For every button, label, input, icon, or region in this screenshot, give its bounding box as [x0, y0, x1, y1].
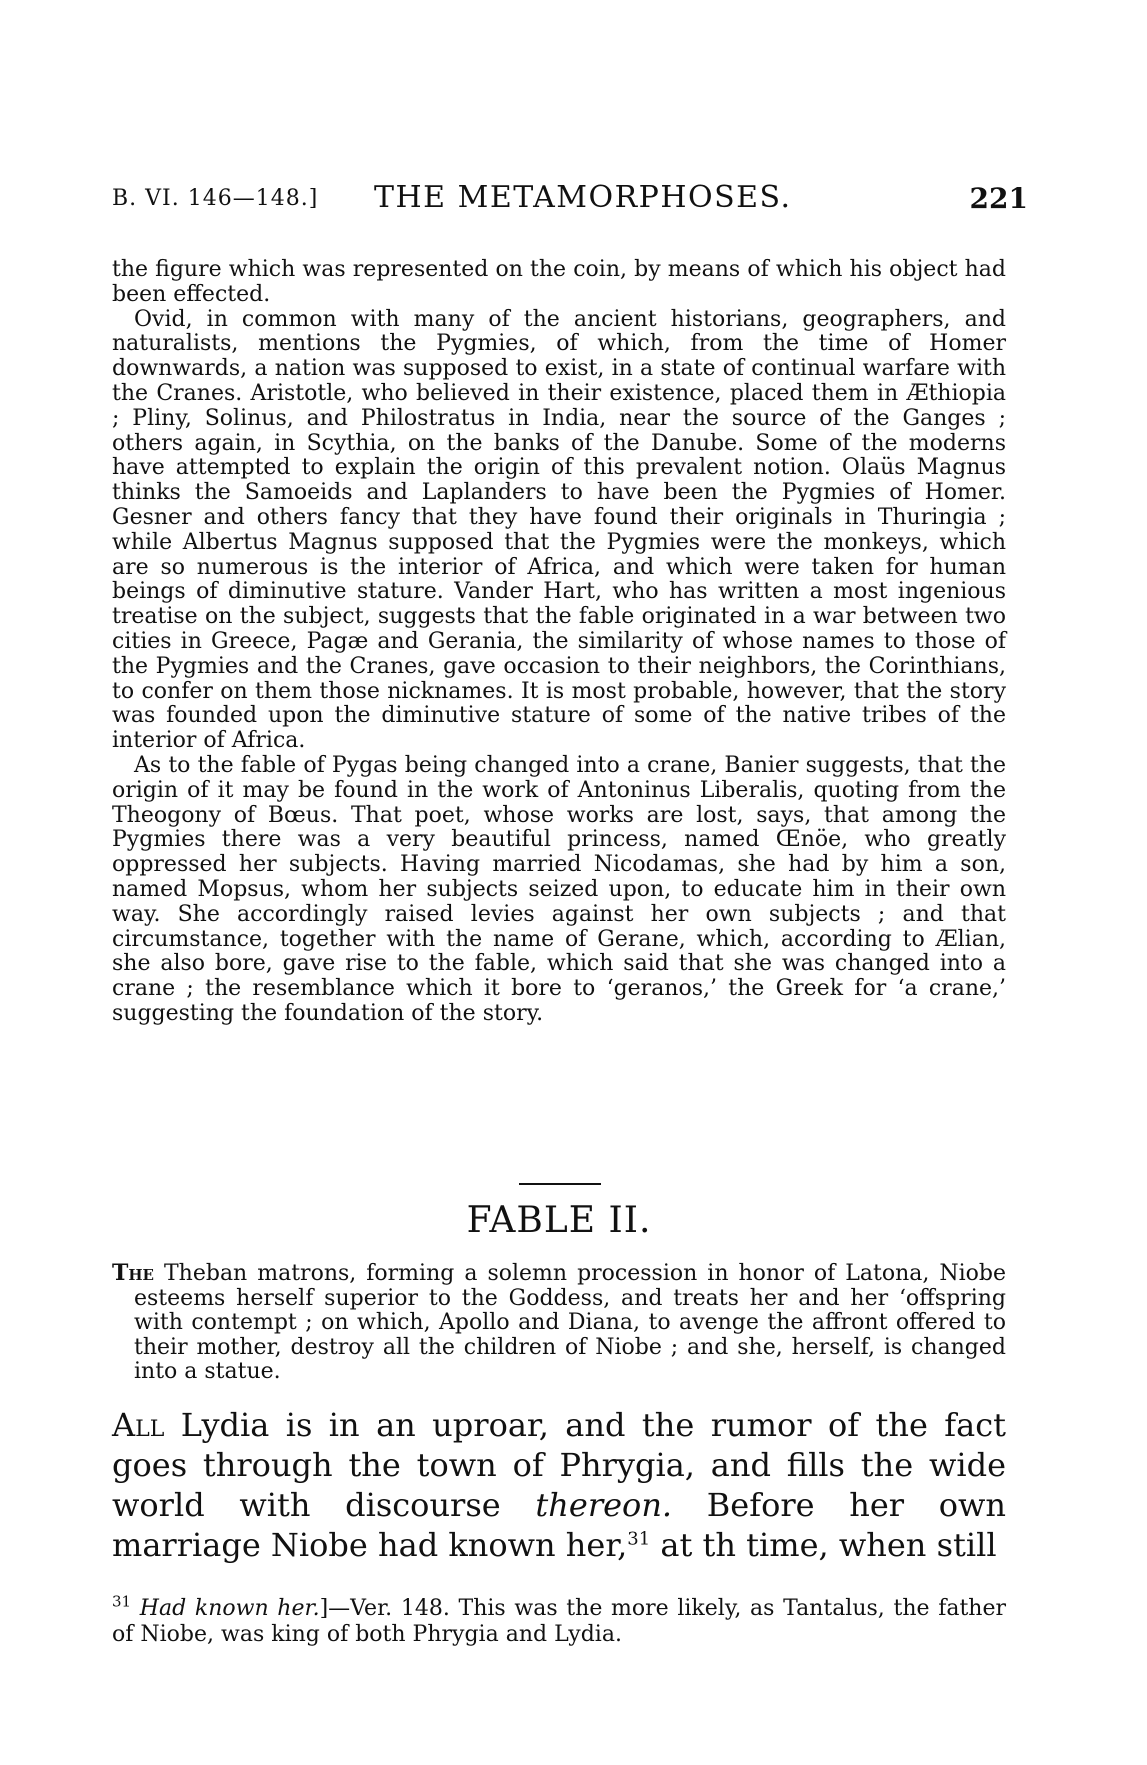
book-reference: B. VI. 146—148.] — [112, 186, 319, 211]
footnote-title: Had known her. — [139, 1596, 320, 1621]
footnote — [112, 1592, 1007, 1648]
footnote-reference: 31 — [627, 1528, 651, 1550]
note-paragraph-3: As to the fable of Pygas being changed into a crane, Banier suggests, that the origin of it may be found in the work of Antoninus Liberalis, quoting from the Theogony of Bœus. That poet, whose works are lost, says, that among the Pygmies there was a very beautiful princess, named Œnöe, who greatly oppressed her subjects. Having married Nicodamas, she had by him a son, named Mopsus, whom her subjects seized upon, to educate him in their own way. She accordingly raised levies against her own subjects ; and that circumstance, together with the name of Gerane, which, according to Ælian, she also bore, gave rise to the fable, which said that she was changed into a crane ; the resemblance which it bore to ‘geranos,’ the Greek for ‘a crane,’ suggesting the foundation of the story. — [112, 752, 1006, 1026]
fable-heading: FABLE II. — [466, 1200, 652, 1241]
page-number: 221 — [969, 182, 1028, 215]
verse-text-c: at th time, when still — [660, 1526, 997, 1564]
running-title: THE METAMORPHOSES. — [374, 180, 792, 215]
note-paragraph-2: Ovid, in common with many of the ancient historians, geographers, and naturalists, mentions the Pygmies, of which, from the time of Homer downwards, a nation was supposed to exist, in a state of continual warfare with the Cranes. Aristotle, who believed in their existence, placed them in Æthiopia ; Pliny, Solinus, and Philostratus in India, near the source of the Ganges ; others again, in Scythia, on the banks of the Danube. Some of the moderns have attempted to explain the origin of this prevalent notion. Olaüs Magnus thinks the Samoeids and Laplanders to have been the Pygmies of Homer. Gesner and others fancy that they have found their originals in Thuringia ; while Albertus Magnus supposed that the Pygmies were the monkeys, which are so numerous is the interior of Africa, and which were taken for human beings of diminutive stature. Vander Hart, who has written a most ingenious treatise on the subject, suggests that the fable originated in a war between two cities in Greece, Pagæ and Gerania, the similarity of whose names to those of the Pygmies and the Cranes, gave occasion to their neighbors, the Corinthians, to confer on them those nicknames. It is most probable, however, that the story was founded upon the diminutive stature of some of the native tribes of the interior of Africa. — [112, 306, 1006, 754]
section-divider — [519, 1183, 601, 1185]
footnote-number: 31 — [112, 1592, 132, 1611]
verse-emphasis: thereon. — [535, 1486, 673, 1524]
verse-text — [112, 1405, 1006, 1565]
note-paragraph-1: the figure which was represented on the coin, by means of which his object had been effected. — [112, 257, 1006, 307]
running-header — [112, 180, 1032, 220]
footnote-text: ]—Ver. 148. This was the more likely, as Tantalus, the father of Niobe, was king of both Phrygia and Lydia. — [112, 1596, 1007, 1647]
verse-text-a: Lydia is in an uproar, and the rumor of the fact goes through the town of Phrygia, and fills the wide world with discourse — [112, 1406, 1007, 1524]
fable-summary — [112, 1260, 1006, 1385]
notes-section — [112, 258, 1006, 1027]
verse-text-b: Before her own marriage Niobe had known her, — [112, 1486, 1007, 1564]
summary-text: Theban matrons, forming a solemn procession in honor of Latona, Niobe esteems herself superior to the Goddess, and treats her and her ‘offspring with contempt ; on which, Apollo and Diana, to avenge the affront offered to their mother, destroy all the children of Niobe ; and she, herself, is changed into a statue. — [134, 1261, 1006, 1384]
summary-lead-word: The — [112, 1260, 154, 1286]
verse-lead-word: All — [112, 1406, 165, 1444]
